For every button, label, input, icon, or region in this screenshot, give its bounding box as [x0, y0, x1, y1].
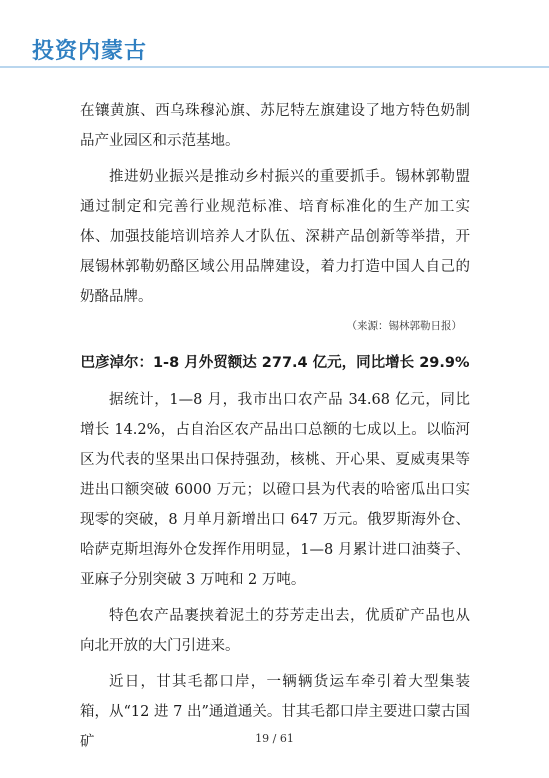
- paragraph-export-statistics: 据统计，1—8 月，我市出口农产品 34.68 亿元，同比增长 14.2%，占自治区农产品出口总额的七成以上。以临河区为代表的坚果出口保持强劲，核桃、开心果、夏威夷果等进出口额突破 6000 万元；以磴口县为代表的哈密瓜出口实现零的突破，8 月单月新增出口 647 万元。俄罗斯海外仓、哈萨克斯坦海外仓发挥作用明显，1—8 月累计进口油葵子、亚麻子分别突破 3 万吨和 2 万吨。: [80, 392, 470, 588]
- publication-title: 投资内蒙古: [32, 39, 148, 64]
- section-heading: 巴彦淖尔：1-8 月外贸额达 277.4 亿元，同比增长 29.9%: [80, 355, 470, 371]
- article-body: [80, 96, 470, 763]
- header-divider: [0, 66, 549, 68]
- paragraph-dairy-parks: 在镶黄旗、西乌珠穆沁旗、苏尼特左旗建设了地方特色奶制品产业园区和示范基地。: [80, 103, 470, 149]
- paragraph-dairy-revitalization: 推进奶业振兴是推动乡村振兴的重要抓手。锡林郭勒盟通过制定和完善行业规范标准、培育标准化的生产加工实体、加强技能培训培养人才队伍、深耕产品创新等举措，开展锡林郭勒奶酪区域公用品牌建设，着力打造中国人自己的奶酪品牌。: [80, 169, 470, 305]
- page-number: 19 / 61: [255, 732, 294, 745]
- paragraph-port-clearance: 近日，甘其毛都口岸，一辆辆货运车牵引着大型集装箱，从“12 进 7 出”通道通关。甘其毛都口岸主要进口蒙古国矿: [80, 674, 470, 750]
- source-note: （来源：锡林郭勒日报）: [346, 320, 462, 332]
- paragraph-mineral-imports: 特色农产品裹挟着泥土的芬芳走出去，优质矿产品也从向北开放的大门引进来。: [80, 608, 470, 654]
